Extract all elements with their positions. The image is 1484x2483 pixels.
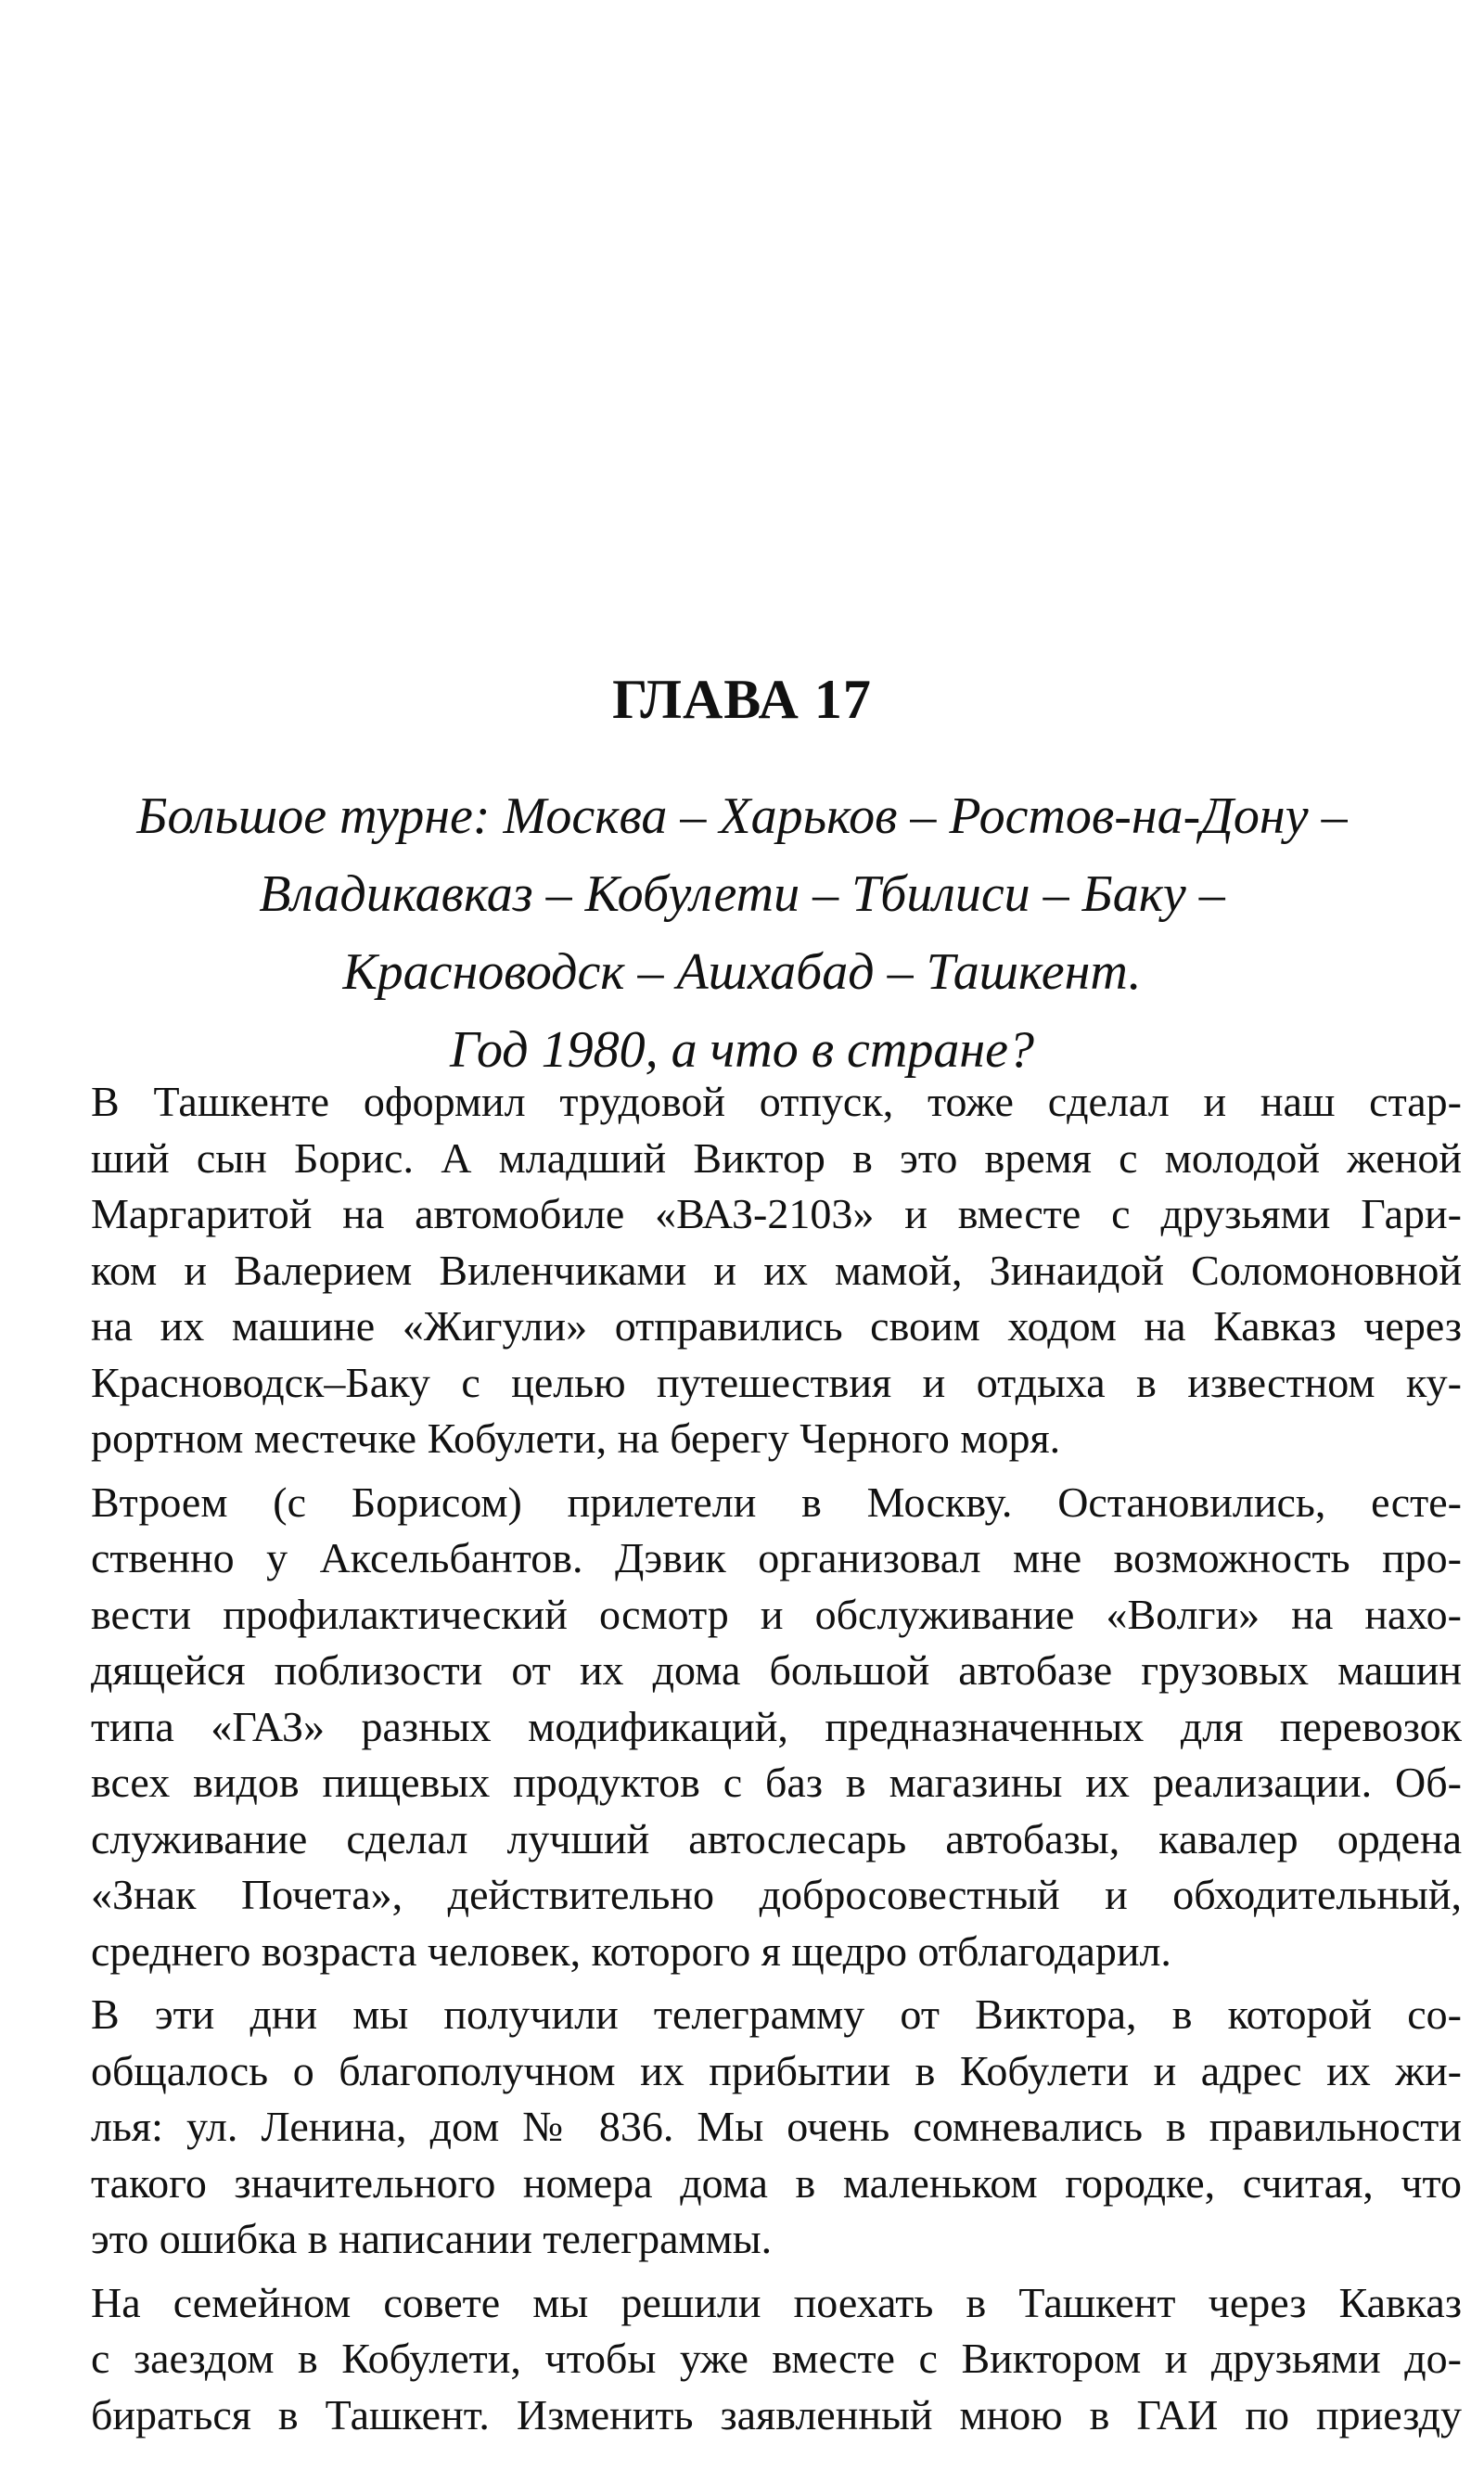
- body-text: [32, 1074, 1462, 2443]
- text-line: бираться в Ташкент. Изменить заявленный мною в ГАИ по приезду: [91, 2390, 1462, 2438]
- text-line: среднего возраста человек, которого я щедро отблагодарил.: [91, 1926, 1171, 1975]
- text-line: Маргаритой на автомобиле «ВАЗ-2103» и вместе с друзьями Гари-: [91, 1190, 1462, 1237]
- paragraph: [32, 1475, 1462, 1980]
- text-line: В эти дни мы получили телеграмму от Виктора, в которой со-: [91, 1990, 1462, 2038]
- text-line: такого значительного номера дома в маленьком городке, считая, что: [91, 2158, 1462, 2207]
- text-line: ственно у Аксельбантов. Дэвик организовал мне возможность про-: [91, 1534, 1462, 1581]
- text-line: На семейном совете мы решили поехать в Ташкент через Кавказ: [91, 2278, 1462, 2326]
- paragraph: [32, 2275, 1462, 2444]
- text-line: В Ташкенте оформил трудовой отпуск, тоже сделал и наш стар-: [91, 1078, 1462, 1125]
- text-line: рортном местечке Кобулети, на берегу Черного моря.: [91, 1414, 1061, 1462]
- chapter-subtitle: [56, 777, 1428, 1089]
- text-line: это ошибка в написании телеграммы.: [91, 2215, 773, 2262]
- paragraph: [32, 1987, 1462, 2268]
- text-line: всех видов пищевых продуктов с баз в магазины их реализации. Об-: [91, 1759, 1462, 1806]
- text-line: ший сын Борис. А младший Виктор в это время с молодой женой: [91, 1133, 1462, 1182]
- subtitle-line: Год 1980, а что в стране?: [450, 1021, 1034, 1079]
- text-line: типа «ГАЗ» разных модификаций, предназначенных для перевозок: [91, 1702, 1462, 1750]
- subtitle-line: Красноводск – Ашхабад – Ташкент.: [342, 943, 1142, 1001]
- text-line: ком и Валерием Виленчиками и их мамой, Зинаидой Соломоновной: [91, 1246, 1462, 1294]
- paragraph: [32, 1074, 1462, 1467]
- text-line: Красноводск–Баку с целью путешествия и отдыха в известном ку-: [91, 1358, 1462, 1406]
- text-line: вести профилактический осмотр и обслуживание «Волги» на нахо-: [91, 1590, 1462, 1638]
- text-line: служивание сделал лучший автослесарь автобазы, кавалер ордена: [91, 1814, 1462, 1862]
- text-line: лья: ул. Ленина, дом № 836. Мы очень сомневались в правильности: [91, 2103, 1462, 2150]
- subtitle-line: Большое турне: Москва – Харьков – Ростов-на-Дону –: [136, 787, 1348, 845]
- text-line: «Знак Почета», действительно добросовестный и обходительный,: [91, 1871, 1462, 1918]
- chapter-title: ГЛАВА 17: [612, 669, 872, 730]
- text-line: дящейся поблизости от их дома большой автобазе грузовых машин: [91, 1646, 1462, 1694]
- text-line: Втроем (с Борисом) прилетели в Москву. Остановились, есте-: [91, 1478, 1462, 1526]
- text-line: с заездом в Кобулети, чтобы уже вместе с Виктором и друзьями до-: [91, 2335, 1462, 2382]
- subtitle-line: Владикавказ – Кобулети – Тбилиси – Баку –: [259, 865, 1225, 923]
- text-line: на их машине «Жигули» отправились своим ходом на Кавказ через: [91, 1302, 1462, 1350]
- text-line: общалось о благополучном их прибытии в Кобулети и адрес их жи-: [91, 2046, 1462, 2094]
